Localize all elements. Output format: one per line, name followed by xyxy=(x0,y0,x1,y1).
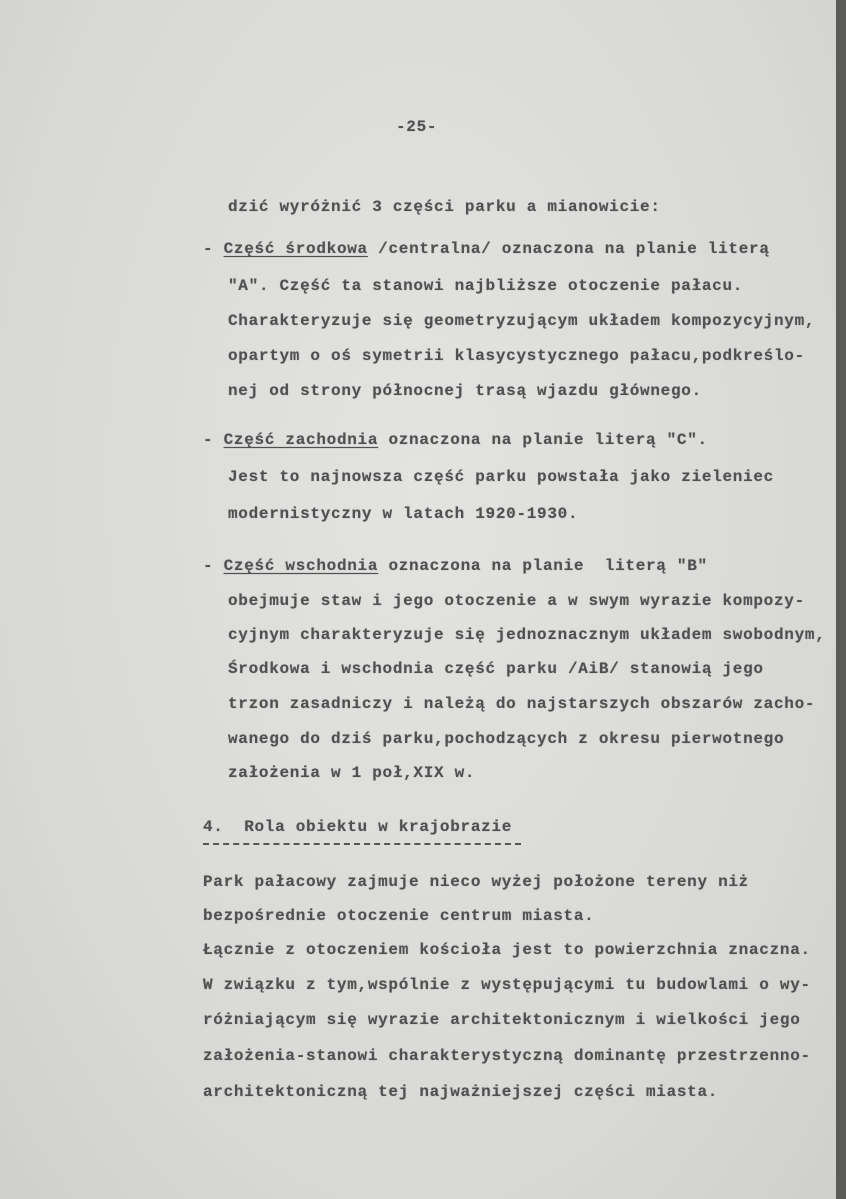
section-b-first-line xyxy=(203,557,708,575)
text-line: opartym o oś symetrii klasycystycznego pałacu,podkreślo- xyxy=(228,347,805,365)
paragraph-line: W związku z tym,wspólnie z występującymi tu budowlami o wy- xyxy=(203,976,811,994)
bullet: - xyxy=(203,240,214,258)
scan-edge xyxy=(836,0,846,1199)
text-line: Środkowa i wschodnia część parku /AiB/ stanowią jego xyxy=(228,660,764,678)
text-line: założenia w 1 poł,XIX w. xyxy=(228,764,476,782)
paragraph-line: różniającym się wyrazie architektonicznym i wielkości jego xyxy=(203,1011,801,1029)
text-line: Jest to najnowsza część parku powstała jako zieleniec xyxy=(228,468,774,486)
section-heading: 4. Rola obiektu w krajobrazie xyxy=(203,818,513,836)
text-line: nej od strony północnej trasą wjazdu głównego. xyxy=(228,382,702,400)
text-line: oznaczona na planie literą "B" xyxy=(378,557,708,575)
intro-line: dzić wyróżnić 3 części parku a mianowicie: xyxy=(228,198,661,216)
paragraph-line: bezpośrednie otoczenie centrum miasta. xyxy=(203,907,595,925)
text-line: "A". Część ta stanowi najbliższe otoczenie pałacu. xyxy=(228,277,744,295)
text-line: Charakteryzuje się geometryzującym układem kompozycyjnym, xyxy=(228,312,816,330)
paragraph-line: architektoniczną tej najważniejszej części miasta. xyxy=(203,1083,719,1101)
bullet: - xyxy=(203,431,214,449)
bullet: - xyxy=(203,557,214,575)
text-line: /centralna/ oznaczona na planie literą xyxy=(367,240,770,258)
section-a-title: Część środkowa xyxy=(223,240,368,258)
section-b-title: Część wschodnia xyxy=(223,557,379,575)
text-line: obejmuje staw i jego otoczenie a w swym wyrazie kompozy- xyxy=(228,592,805,610)
paragraph-line: Park pałacowy zajmuje nieco wyżej położone tereny niż xyxy=(203,873,749,891)
text-line: trzon zasadniczy i należą do najstarszych obszarów zacho- xyxy=(228,695,816,713)
section-a-first-line xyxy=(203,240,770,258)
paragraph-line: założenia-stanowi charakterystyczną dominantę przestrzenno- xyxy=(203,1047,811,1065)
text-line: wanego do dziś parku,pochodzących z okresu pierwotnego xyxy=(228,730,785,748)
page-number: -25- xyxy=(396,118,438,136)
text-line: oznaczona na planie literą "C". xyxy=(378,431,708,449)
text-line: modernistyczny w latach 1920-1930. xyxy=(228,505,579,523)
paragraph-line: Łącznie z otoczeniem kościoła jest to powierzchnia znaczna. xyxy=(203,941,811,959)
section-c-title: Część zachodnia xyxy=(223,431,379,449)
heading-dashed-underline xyxy=(203,843,521,845)
section-c-first-line xyxy=(203,431,708,449)
text-line: cyjnym charakteryzuje się jednoznacznym układem swobodnym, xyxy=(228,626,826,644)
